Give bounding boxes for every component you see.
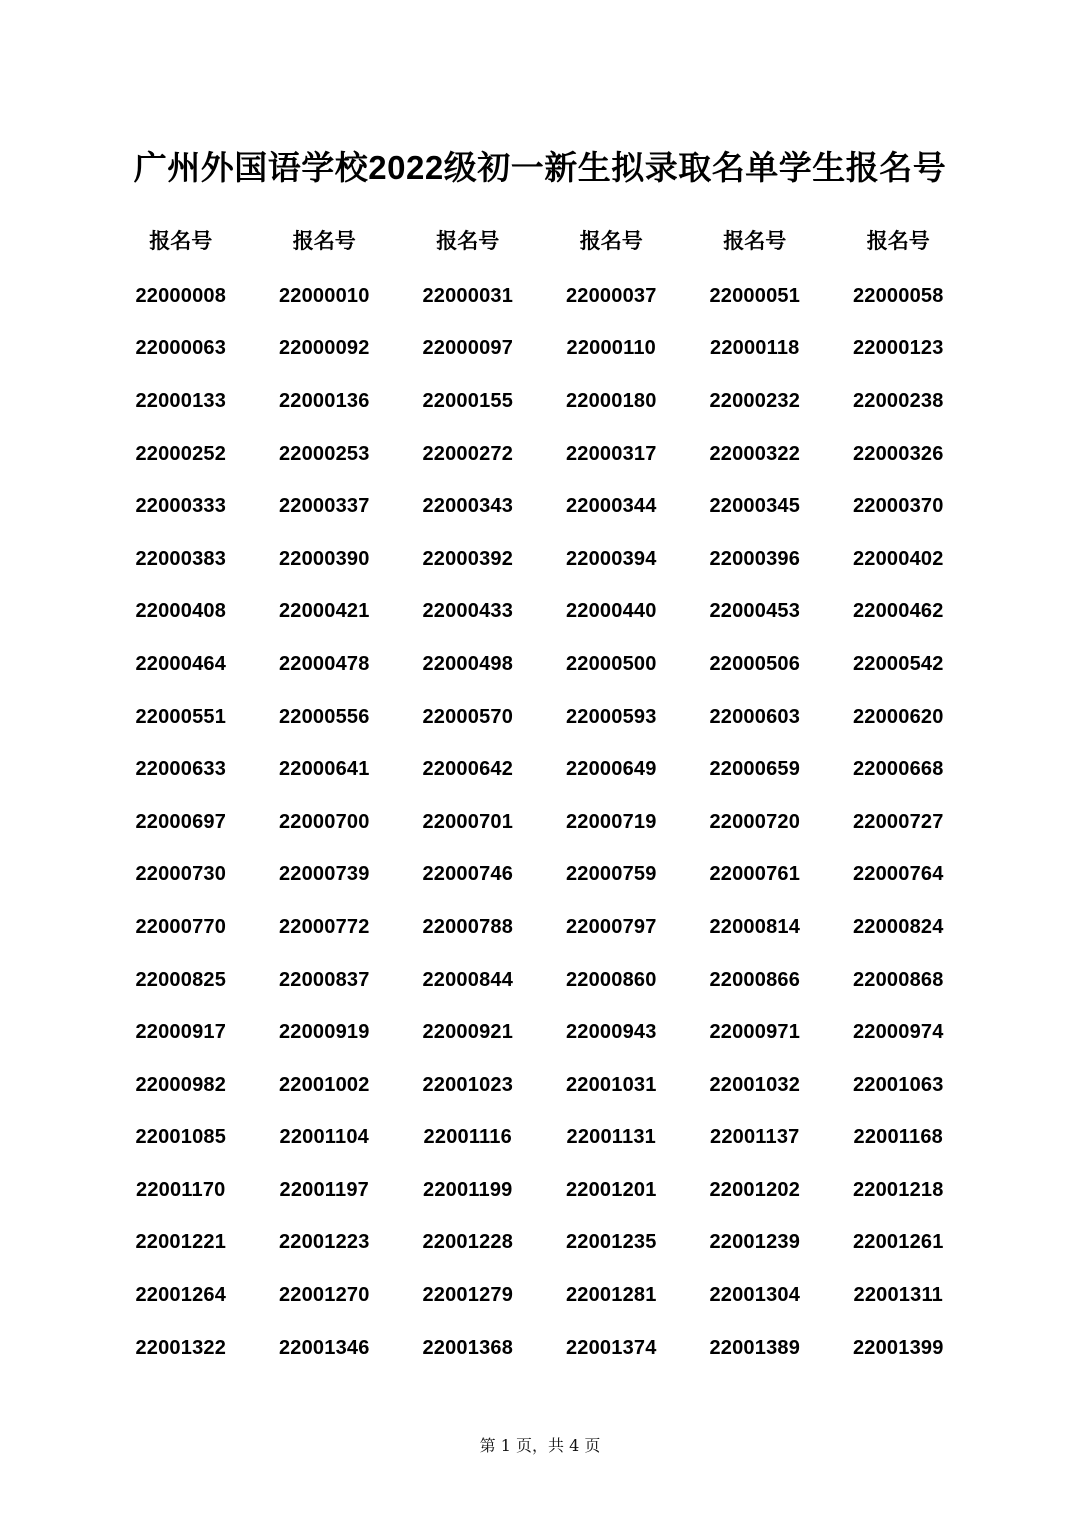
registration-number-cell: 22000464 <box>135 652 227 675</box>
registration-number-cell: 22000370 <box>852 495 944 518</box>
registration-number-cell: 22000063 <box>135 337 227 360</box>
registration-number-cell: 22000649 <box>565 758 657 781</box>
registration-number-cell: 22000697 <box>135 810 227 833</box>
table-row <box>109 270 970 323</box>
registration-number-cell: 22000921 <box>422 1021 514 1044</box>
registration-number-cell: 22000759 <box>565 863 657 886</box>
registration-number-cell: 22001239 <box>709 1231 801 1254</box>
registration-number-cell: 22000317 <box>565 442 657 465</box>
registration-number-cell: 22000396 <box>709 547 801 570</box>
table-row <box>109 954 970 1007</box>
registration-number-cell: 22000593 <box>565 705 657 728</box>
registration-number-table <box>109 214 970 1374</box>
table-row <box>109 796 970 849</box>
table-row <box>109 586 970 639</box>
registration-number-cell: 22001399 <box>852 1336 944 1359</box>
registration-number-cell: 22000982 <box>135 1073 227 1096</box>
registration-number-cell: 22000037 <box>565 284 657 307</box>
registration-number-cell: 22000551 <box>135 705 227 728</box>
table-row <box>109 323 970 376</box>
registration-number-cell: 22000797 <box>565 915 657 938</box>
registration-number-cell: 22001199 <box>423 1178 513 1201</box>
table-row <box>109 1006 970 1059</box>
registration-number-cell: 22000739 <box>278 863 370 886</box>
registration-number-cell: 22001235 <box>565 1231 657 1254</box>
registration-number-cell: 22000253 <box>278 442 370 465</box>
registration-number-cell: 22000844 <box>422 968 514 991</box>
registration-number-cell: 22000837 <box>278 968 370 991</box>
column-header: 报名号 <box>723 230 787 253</box>
registration-number-cell: 22000659 <box>709 758 801 781</box>
registration-number-cell: 22000462 <box>852 600 944 623</box>
registration-number-cell: 22001168 <box>853 1126 943 1149</box>
registration-number-cell: 22001270 <box>278 1284 370 1307</box>
registration-number-cell: 22000440 <box>565 600 657 623</box>
registration-number-cell: 22000272 <box>422 442 514 465</box>
registration-number-cell: 22001368 <box>422 1336 514 1359</box>
table-row <box>109 1269 970 1322</box>
registration-number-cell: 22000092 <box>278 337 370 360</box>
registration-number-cell: 22001304 <box>709 1284 801 1307</box>
registration-number-cell: 22000433 <box>422 600 514 623</box>
registration-number-cell: 22000394 <box>565 547 657 570</box>
registration-number-cell: 22000383 <box>135 547 227 570</box>
registration-number-cell: 22001116 <box>423 1126 512 1149</box>
registration-number-cell: 22000333 <box>135 495 227 518</box>
table-row <box>109 1217 970 1270</box>
registration-number-cell: 22001228 <box>422 1231 514 1254</box>
registration-number-cell: 22001281 <box>565 1284 657 1307</box>
registration-number-cell: 22000008 <box>135 284 227 307</box>
registration-number-cell: 22001032 <box>709 1073 801 1096</box>
column-header: 报名号 <box>292 230 356 253</box>
registration-number-cell: 22001201 <box>565 1178 657 1201</box>
registration-number-cell: 22001085 <box>135 1126 227 1149</box>
table-row <box>109 1112 970 1165</box>
registration-number-cell: 22000337 <box>278 495 370 518</box>
registration-number-cell: 22000641 <box>278 758 370 781</box>
table-header <box>109 214 970 270</box>
registration-number-cell: 22000542 <box>852 652 944 675</box>
registration-number-cell: 22001170 <box>136 1178 226 1201</box>
registration-number-cell: 22000344 <box>565 495 657 518</box>
registration-number-cell: 22000633 <box>135 758 227 781</box>
registration-number-cell: 22001311 <box>853 1284 943 1307</box>
column-header: 报名号 <box>579 230 643 253</box>
registration-number-cell: 22000506 <box>709 652 801 675</box>
registration-number-cell: 22001223 <box>278 1231 370 1254</box>
table-row <box>109 1164 970 1217</box>
table-row <box>109 743 970 796</box>
registration-number-cell: 22001104 <box>279 1126 369 1149</box>
registration-number-cell: 22001063 <box>852 1073 944 1096</box>
registration-number-cell: 22000390 <box>278 547 370 570</box>
registration-number-cell: 22000919 <box>278 1021 370 1044</box>
registration-number-cell: 22000770 <box>135 915 227 938</box>
registration-number-cell: 22000232 <box>709 389 801 412</box>
document-title: 广州外国语学校2022级初一新生拟录取名单学生报名号 <box>133 149 947 186</box>
table-row <box>109 849 970 902</box>
registration-number-cell: 22000727 <box>852 810 944 833</box>
registration-number-cell: 22000136 <box>278 389 370 412</box>
registration-number-cell: 22001374 <box>565 1336 657 1359</box>
page-number-footer: 第 1 页，共 4 页 <box>479 1436 601 1455</box>
registration-number-cell: 22000720 <box>709 810 801 833</box>
registration-number-cell: 22001264 <box>135 1284 227 1307</box>
registration-number-cell: 22000123 <box>852 337 944 360</box>
table-row <box>109 480 970 533</box>
registration-number-cell: 22000719 <box>565 810 657 833</box>
registration-number-cell: 22000421 <box>278 600 370 623</box>
registration-number-cell: 22000392 <box>422 547 514 570</box>
table-row <box>109 533 970 586</box>
registration-number-cell: 22000730 <box>135 863 227 886</box>
registration-number-cell: 22000343 <box>422 495 514 518</box>
registration-number-cell: 22000761 <box>709 863 801 886</box>
registration-number-cell: 22000010 <box>278 284 370 307</box>
table-row <box>109 375 970 428</box>
registration-number-cell: 22000556 <box>278 705 370 728</box>
column-header: 报名号 <box>436 230 500 253</box>
registration-number-cell: 22000917 <box>135 1021 227 1044</box>
registration-number-cell: 22000322 <box>709 442 801 465</box>
registration-number-cell: 22000814 <box>709 915 801 938</box>
column-header: 报名号 <box>866 230 930 253</box>
registration-number-cell: 22001202 <box>709 1178 801 1201</box>
registration-number-cell: 22000668 <box>852 758 944 781</box>
registration-number-cell: 22000031 <box>422 284 514 307</box>
registration-number-cell: 22001031 <box>565 1073 657 1096</box>
registration-number-cell: 22001002 <box>278 1073 370 1096</box>
registration-number-cell: 22001322 <box>135 1336 227 1359</box>
registration-number-cell: 22000453 <box>709 600 801 623</box>
column-header: 报名号 <box>149 230 213 253</box>
table-row <box>109 638 970 691</box>
table-row <box>109 428 970 481</box>
registration-number-cell: 22000478 <box>278 652 370 675</box>
registration-number-cell: 22000252 <box>135 442 227 465</box>
registration-number-cell: 22001346 <box>278 1336 370 1359</box>
registration-number-cell: 22001221 <box>135 1231 227 1254</box>
registration-number-cell: 22000238 <box>852 389 944 412</box>
registration-number-cell: 22000570 <box>422 705 514 728</box>
table-row <box>109 901 970 954</box>
registration-number-cell: 22000133 <box>135 389 227 412</box>
registration-number-cell: 22000051 <box>709 284 801 307</box>
registration-number-cell: 22000772 <box>278 915 370 938</box>
header-row <box>109 214 970 270</box>
registration-number-cell: 22000058 <box>852 284 944 307</box>
registration-number-cell: 22000500 <box>565 652 657 675</box>
table-row <box>109 1322 970 1375</box>
registration-number-cell: 22001389 <box>709 1336 801 1359</box>
registration-number-cell: 22000700 <box>278 810 370 833</box>
registration-number-cell: 22000118 <box>710 337 800 360</box>
registration-number-cell: 22001131 <box>566 1126 656 1149</box>
registration-number-cell: 22001279 <box>422 1284 514 1307</box>
table-row <box>109 691 970 744</box>
registration-number-cell: 22000825 <box>135 968 227 991</box>
registration-number-cell: 22000860 <box>565 968 657 991</box>
registration-number-cell: 22000603 <box>709 705 801 728</box>
registration-number-cell: 22000110 <box>566 337 656 360</box>
registration-number-cell: 22000974 <box>852 1021 944 1044</box>
registration-number-cell: 22000326 <box>852 442 944 465</box>
registration-number-cell: 22000971 <box>709 1021 801 1044</box>
registration-number-cell: 22001261 <box>852 1231 944 1254</box>
registration-number-cell: 22000155 <box>422 389 514 412</box>
registration-number-cell: 22000764 <box>852 863 944 886</box>
registration-number-cell: 22000868 <box>852 968 944 991</box>
registration-number-cell: 22000701 <box>422 810 514 833</box>
table-body <box>109 270 970 1374</box>
table-row <box>109 1059 970 1112</box>
registration-number-cell: 22000408 <box>135 600 227 623</box>
registration-number-cell: 22001197 <box>279 1178 369 1201</box>
registration-number-cell: 22000824 <box>852 915 944 938</box>
registration-number-cell: 22000180 <box>565 389 657 412</box>
registration-number-cell: 22000402 <box>852 547 944 570</box>
registration-number-cell: 22000345 <box>709 495 801 518</box>
registration-number-cell: 22000866 <box>709 968 801 991</box>
registration-number-cell: 22000788 <box>422 915 514 938</box>
registration-number-cell: 22000943 <box>565 1021 657 1044</box>
registration-number-cell: 22001023 <box>422 1073 514 1096</box>
registration-number-cell: 22000498 <box>422 652 514 675</box>
registration-number-cell: 22000097 <box>422 337 514 360</box>
registration-number-cell: 22001218 <box>852 1178 944 1201</box>
registration-number-cell: 22001137 <box>710 1126 800 1149</box>
registration-number-cell: 22000746 <box>422 863 514 886</box>
registration-number-cell: 22000642 <box>422 758 514 781</box>
registration-number-cell: 22000620 <box>852 705 944 728</box>
